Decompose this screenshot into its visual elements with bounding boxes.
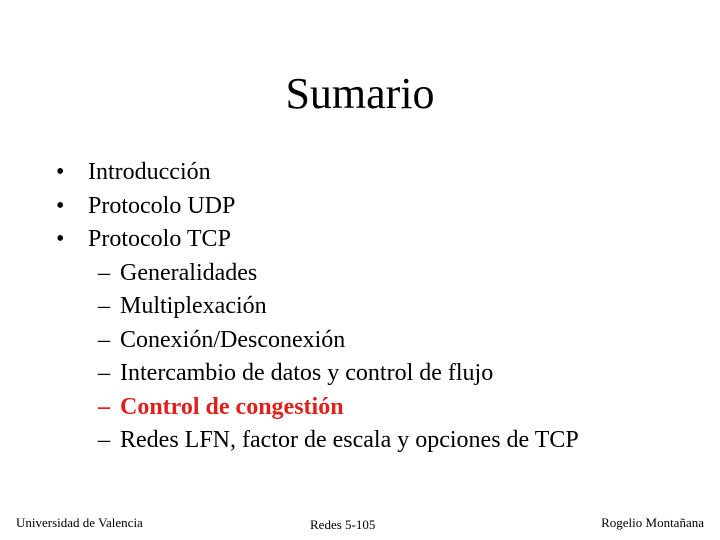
slide-footer xyxy=(0,500,720,540)
slide-title xyxy=(0,68,720,120)
sub-list-item xyxy=(56,290,706,324)
dash-marker: – xyxy=(98,427,110,453)
sub-list-item xyxy=(56,324,706,358)
list-item-text: Protocolo TCP xyxy=(88,226,231,252)
slide-title-text: Sumario xyxy=(285,69,435,118)
list-item-text: Introducción xyxy=(88,159,211,185)
outline-list xyxy=(56,156,706,458)
dash-marker: – xyxy=(98,326,110,353)
footer-author: Rogelio Montañana xyxy=(601,515,704,530)
sub-list-item-text: Multiplexación xyxy=(120,293,267,319)
dash-marker: – xyxy=(98,293,110,319)
sub-list-item xyxy=(56,357,706,391)
sub-list-item xyxy=(56,257,706,291)
list-item xyxy=(56,190,706,224)
dash-marker: – xyxy=(98,360,110,386)
sub-list-item-text: Intercambio de datos y control de flujo xyxy=(120,360,494,386)
list-item xyxy=(56,156,706,190)
sub-list-item xyxy=(56,424,706,458)
list-item-text: Protocolo UDP xyxy=(88,192,236,219)
sub-list-item-text: Redes LFN, factor de escala y opciones de TCP xyxy=(120,427,579,453)
footer-institution: Universidad de Valencia xyxy=(16,515,143,530)
bullet-marker: • xyxy=(56,192,65,219)
dash-marker: – xyxy=(98,259,110,286)
sub-list-item-current xyxy=(56,391,706,425)
sub-list-item-text: Control de congestión xyxy=(120,393,344,420)
sub-list-item-text: Conexión/Desconexión xyxy=(120,326,346,353)
bullet-marker: • xyxy=(56,226,65,252)
bullet-marker: • xyxy=(56,159,65,185)
footer-slide-number: Redes 5-105 xyxy=(310,517,376,532)
dash-marker: – xyxy=(98,393,110,420)
list-item xyxy=(56,223,706,257)
sub-list-item-text: Generalidades xyxy=(120,259,258,286)
